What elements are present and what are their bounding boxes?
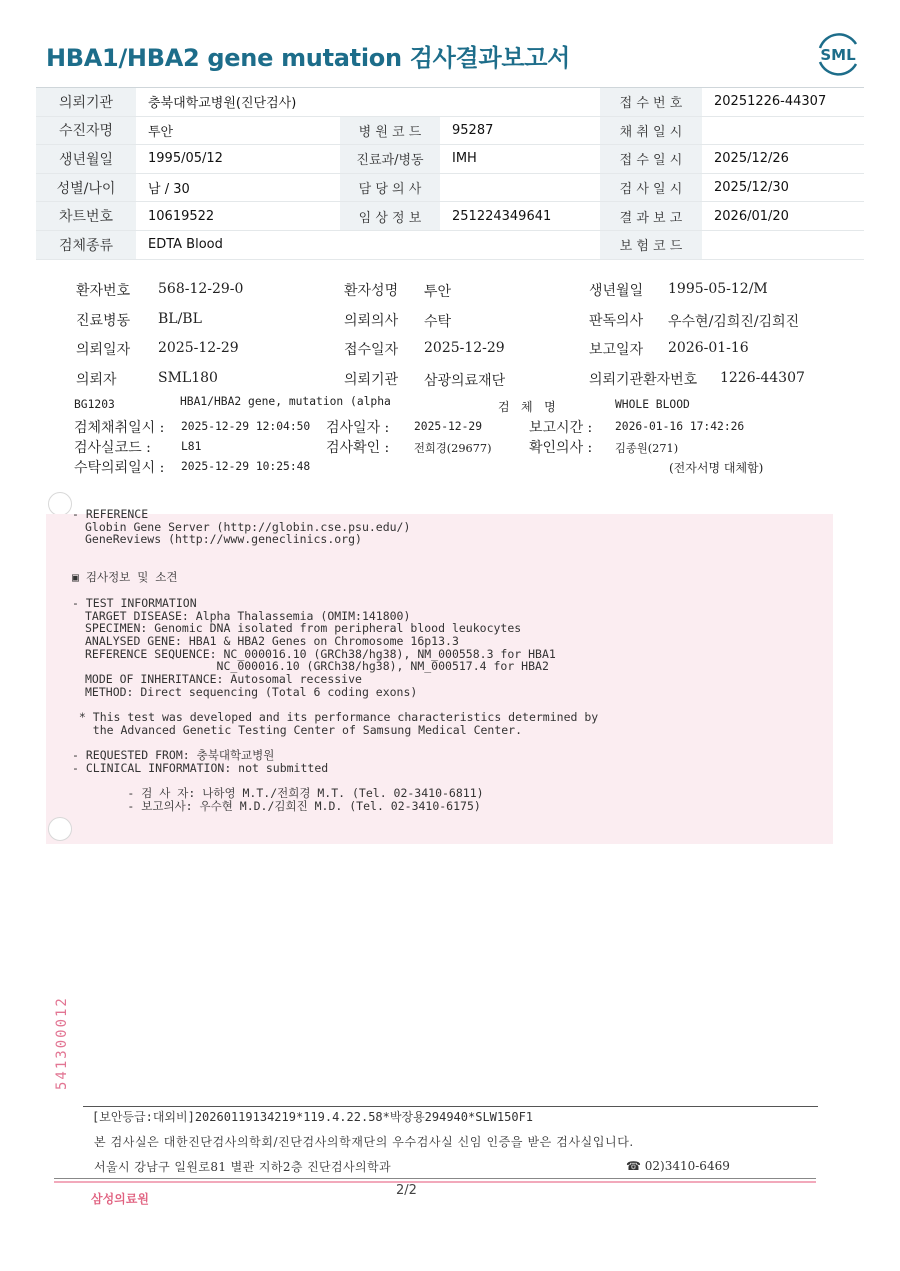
info-label: 검 사 일 시: [600, 173, 702, 202]
request-value: 2025-12-29 10:25:48: [181, 460, 311, 473]
info-label: 보 험 코 드: [600, 230, 702, 259]
sml-logo: [812, 30, 864, 76]
address-line: 서울시 강남구 일원로81 별관 지하2층 진단검사의학과: [94, 1160, 392, 1174]
doctor-value: 김종원(271): [615, 442, 679, 455]
report-line: Globin Gene Server (http://globin.cse.psu.edu/): [85, 519, 411, 534]
report-line: - REQUESTED FROM: 충북대학교병원: [72, 748, 275, 763]
patient-field-value: SML180: [158, 369, 218, 386]
report-line: METHOD: Direct sequencing (Total 6 coding exons): [85, 684, 418, 699]
info-value: EDTA Blood: [136, 230, 340, 259]
esign-note: (전자서명 대체함): [669, 461, 764, 475]
page-number: 2/2: [396, 1183, 417, 1198]
reporttime-label: 보고시간 :: [529, 420, 593, 436]
patient-field-label: 접수일자: [344, 342, 399, 358]
patient-field-label: 의뢰일자: [76, 342, 131, 358]
request-label: 수탁의뢰일시 :: [74, 460, 165, 476]
confirm-label: 검사확인 :: [326, 440, 390, 456]
report-line: - 검 사 자: 나하영 M.T./전희경 M.T. (Tel. 02-3410-6811): [72, 786, 484, 801]
brand-name: 삼성의료원: [91, 1192, 149, 1206]
patient-field-label: 보고일자: [589, 342, 644, 358]
specimen-label: 검 체 명: [498, 400, 556, 414]
info-label: 병 원 코 드: [340, 116, 440, 145]
info-row: [36, 230, 864, 259]
labcode-label: 검사실코드 :: [74, 440, 151, 456]
punch-hole-top: [48, 492, 72, 516]
order-info-table: [36, 88, 864, 260]
info-value: [440, 88, 600, 116]
test-name: HBA1/HBA2 gene, mutation (alpha: [180, 395, 391, 408]
patient-field-label: 의뢰의사: [344, 312, 399, 329]
report-line: [72, 546, 598, 559]
info-row: [36, 173, 864, 202]
logo-text: SML: [820, 46, 856, 64]
info-value: 1995/05/12: [136, 145, 340, 174]
info-value: 남 / 30: [136, 173, 340, 202]
report-line: [72, 584, 598, 597]
footer-rule-bottom: [54, 1178, 816, 1179]
patient-field-value: 2025-12-29: [158, 340, 239, 356]
patient-field-value: 2025-12-29: [424, 340, 505, 356]
patient-field-value: 삼광의료재단: [424, 372, 506, 389]
info-label: 담 당 의 사: [340, 173, 440, 202]
info-label: 채 취 일 시: [600, 116, 702, 145]
info-label: 생년월일: [36, 145, 136, 174]
footer-pink-rule: [54, 1181, 816, 1183]
info-label: 접 수 번 호: [600, 88, 702, 116]
footer-rule-top: [83, 1106, 818, 1107]
info-value: 2025/12/30: [702, 173, 864, 202]
collect-value: 2025-12-29 12:04:50: [181, 420, 311, 433]
info-label: 차트번호: [36, 202, 136, 231]
patient-field-label: 생년월일: [589, 283, 644, 299]
report-line: - REFERENCE: [72, 507, 149, 521]
patient-field-value: 1995-05-12/M: [668, 281, 768, 297]
patient-field-label: 환자성명: [344, 283, 399, 299]
report-line: REFERENCE SEQUENCE: NC_000016.10 (GRCh38/hg38), NM_000558.3 for HBA1: [85, 646, 556, 661]
report-line: ▣ 검사정보 및 소견: [72, 570, 178, 585]
info-label: 성별/나이: [36, 173, 136, 202]
info-value: 10619522: [136, 202, 340, 231]
report-line: SPECIMEN: Genomic DNA isolated from peripheral blood leukocytes: [85, 621, 522, 636]
info-value: [702, 230, 864, 259]
report-line: NC_000016.10 (GRCh38/hg38), NM_000517.4 for HBA2: [85, 659, 549, 674]
security-line: [보안등급:대외비]20260119134219*119.4.22.58*박장용294940*SLW150F1: [92, 1110, 534, 1124]
info-label: 의뢰기관: [36, 88, 136, 116]
test-code: BG1203: [74, 398, 115, 411]
patient-field-value: BL/BL: [158, 310, 202, 327]
report-line: - 보고의사: 우수현 M.D./김희진 M.D. (Tel. 02-3410-6175): [72, 798, 481, 813]
info-label: 검체종류: [36, 230, 136, 259]
report-line: GeneReviews (http://www.geneclinics.org): [85, 532, 362, 547]
testdate-label: 검사일자 :: [326, 420, 390, 436]
info-value: 2026/01/20: [702, 202, 864, 231]
report-line: * This test was developed and its performance characteristics determined by: [72, 710, 599, 724]
report-line: ANALYSED GENE: HBA1 & HBA2 Genes on Chromosome 16p13.3: [85, 633, 459, 648]
vertical-serial: 541300012: [54, 996, 70, 1090]
info-label: 수진자명: [36, 116, 136, 145]
info-row: [36, 202, 864, 231]
phone-line: ☎ 02)3410-6469: [626, 1159, 730, 1173]
collect-label: 검체채취일시 :: [74, 420, 165, 436]
patient-field-label: 환자번호: [76, 283, 131, 299]
doctor-label: 확인의사 :: [529, 440, 593, 456]
info-label: 결 과 보 고: [600, 202, 702, 231]
report-line: TARGET DISEASE: Alpha Thalassemia (OMIM:141800): [85, 608, 411, 623]
info-value: 95287: [440, 116, 600, 145]
report-line: the Advanced Genetic Testing Center of Samsung Medical Center.: [72, 722, 523, 737]
info-label: [340, 230, 440, 259]
info-value: 충북대학교병원(진단검사): [136, 88, 340, 116]
info-value: [440, 173, 600, 202]
labcode-value: L81: [181, 440, 202, 453]
info-row: [36, 145, 864, 174]
report-title: HBA1/HBA2 gene mutation 검사결과보고서: [46, 44, 570, 72]
cert-line: 본 검사실은 대한진단검사의학회/진단검사의학재단의 우수검사실 신임 인증을 받은 검사실입니다.: [94, 1135, 634, 1149]
patient-field-label: 의뢰자: [76, 371, 117, 388]
patient-field-value: 2026-01-16: [668, 340, 749, 356]
info-label: 진료과/병동: [340, 145, 440, 174]
info-row: [36, 116, 864, 145]
info-value: 251224349641: [440, 202, 600, 231]
patient-field-value: 우수현/김희진/김희진: [668, 313, 800, 330]
testdate-value: 2025-12-29: [414, 420, 483, 433]
info-label: [340, 88, 440, 116]
punch-hole-bottom: [48, 817, 72, 841]
info-row: [36, 88, 864, 116]
report-line: - TEST INFORMATION: [72, 595, 197, 610]
info-value: 20251226-44307: [702, 88, 864, 116]
confirm-value: 전희경(29677): [414, 442, 492, 455]
report-line: MODE OF INHERITANCE: Autosomal recessive: [85, 671, 362, 686]
patient-field-label: 진료병동: [76, 312, 131, 329]
patient-field-label: 의뢰기관: [344, 371, 399, 388]
report-line: - CLINICAL INFORMATION: not submitted: [72, 760, 329, 775]
patient-field-value: 1226-44307: [720, 369, 805, 386]
patient-field-value: 투안: [424, 284, 452, 300]
specimen-value: WHOLE BLOOD: [615, 398, 690, 411]
reporttime-value: 2026-01-16 17:42:26: [615, 420, 745, 433]
info-value: IMH: [440, 145, 600, 174]
patient-field-value: 568-12-29-0: [158, 281, 244, 297]
patient-field-value: 수탁: [424, 313, 452, 330]
info-value: [440, 230, 600, 259]
info-label: 접 수 일 시: [600, 145, 702, 174]
info-value: 2025/12/26: [702, 145, 864, 174]
patient-field-label: 판독의사: [589, 312, 644, 329]
info-value: [702, 116, 864, 145]
patient-field-label: 의뢰기관환자번호: [589, 371, 698, 388]
info-value: 투안: [136, 116, 340, 145]
info-label: 임 상 정 보: [340, 202, 440, 231]
report-body-text: [72, 508, 598, 813]
